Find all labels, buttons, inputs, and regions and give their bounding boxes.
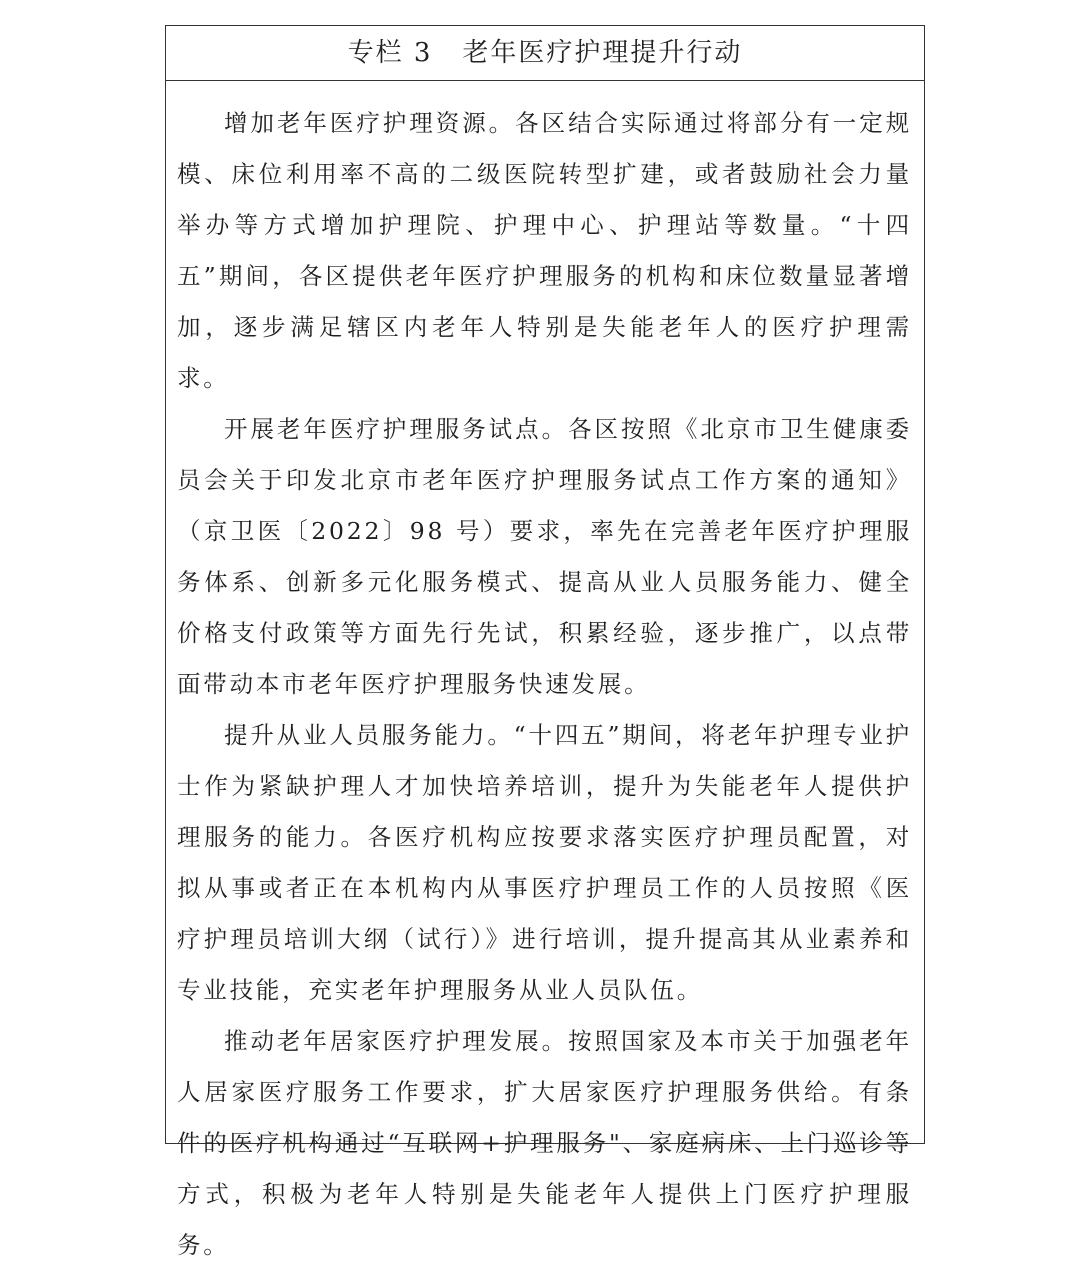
panel-title (166, 26, 924, 81)
panel-title-number: 专栏 3 (347, 38, 433, 68)
document-panel (165, 25, 925, 1259)
panel-title-text: 老年医疗护理提升行动 (462, 38, 743, 68)
paragraph-resources: 增加老年医疗护理资源。各区结合实际通过将部分有一定规模、床位利用率不高的二级医院转型扩建，或者鼓励社会力量举办等方式增加护理院、护理中心、护理站等数量。“十四五”期间，各区提供老年医疗护理服务的机构和床位数量显著增加，逐步满足辖区内老年人特别是失能老年人的医疗护理需求。 (177, 109, 912, 392)
paragraph-pilot: 开展老年医疗护理服务试点。各区按照《北京市卫生健康委员会关于印发北京市老年医疗护理服务试点工作方案的通知》（京卫医〔2022〕98 号）要求，率先在完善老年医疗护理服务体系、创新多元化服务模式、提高从业人员服务能力、健全价格支付政策等方面先行先试，积累经验，逐步推广，以点带面带动本市老年医疗护理服务快速发展。 (177, 415, 912, 698)
panel-content (166, 81, 924, 1271)
paragraph-staff-capacity: 提升从业人员服务能力。“十四五”期间，将老年护理专业护士作为紧缺护理人才加快培养培训，提升为失能老年人提供护理服务的能力。各医疗机构应按要求落实医疗护理员配置，对拟从事或者正在本机构内从事医疗护理员工作的人员按照《医疗护理员培训大纲（试行）》进行培训，提升提高其从业素养和专业技能，充实老年护理服务从业人员队伍。 (177, 721, 912, 1004)
paragraph-home-care: 推动老年居家医疗护理发展。按照国家及本市关于加强老年人居家医疗服务工作要求，扩大居家医疗护理服务供给。有条件的医疗机构通过“互联网+护理服务"、家庭病床、上门巡诊等方式，积极为老年人特别是失能老年人提供上门医疗护理服务。 (177, 1027, 912, 1259)
